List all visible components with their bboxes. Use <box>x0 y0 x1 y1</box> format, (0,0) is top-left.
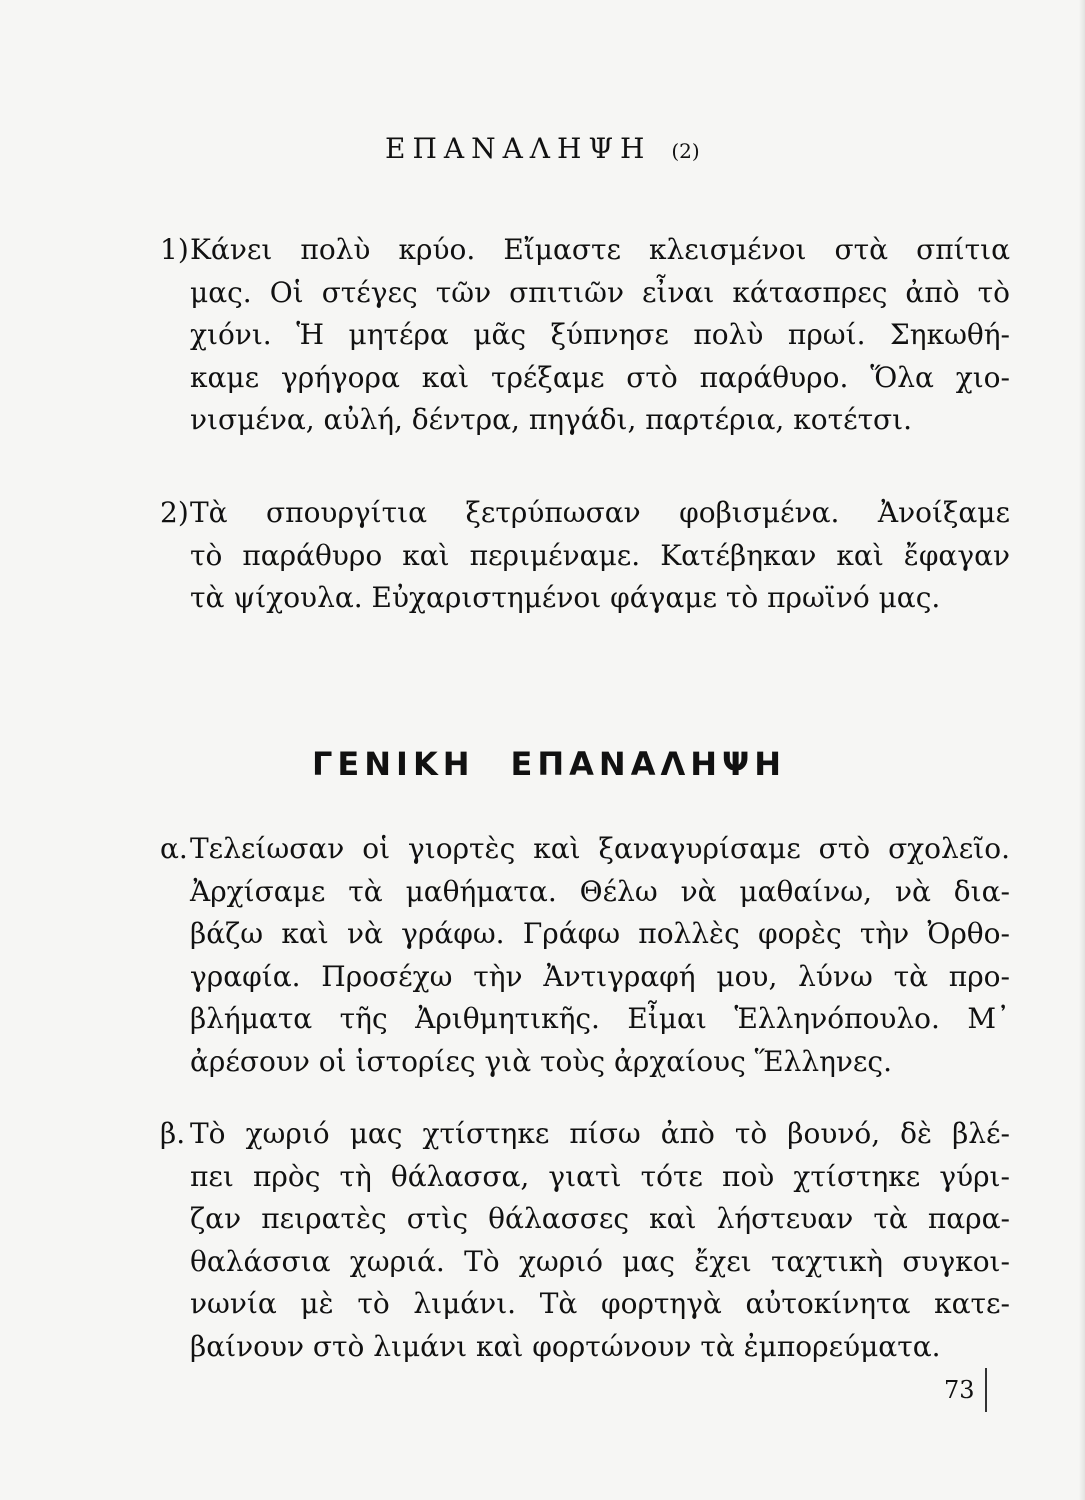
exercise-item-2 <box>160 492 1010 620</box>
item-marker: β. <box>160 1117 186 1150</box>
section-title-number: (2) <box>671 139 700 163</box>
text-line: βαίνουν στὸ λιμάνι καὶ φορτώνουν τὰ ἐμπορεύματα. <box>190 1329 941 1363</box>
text-line: ἀρέσουν οἱ ἱστορίες γιὰ τοὺς ἀρχαίους Ἕλληνες. <box>190 1044 892 1078</box>
text-line: τὸ παράθυρο καὶ περιμέναμε. Κατέβηκαν καὶ ἔφαγαν <box>190 538 1010 572</box>
text-line: βλήματα τῆς Ἀριθμητικῆς. Εἶμαι Ἑλληνόπουλο. Μ᾿ <box>190 1002 1010 1035</box>
general-review-title <box>312 745 786 783</box>
text-line: βάζω καὶ νὰ γράφω. Γράφω πολλὲς φορὲς τὴν Ὀρθο- <box>190 917 1010 950</box>
text-line: νωνία μὲ τὸ λιμάνι. Τὰ φορτηγὰ αὐτοκίνητα κατε- <box>190 1287 1010 1320</box>
item-marker: α. <box>160 832 188 865</box>
general-title-word-1: ΓΕΝΙΚΗ <box>312 745 475 783</box>
text-line: θαλάσσια χωριά. Τὸ χωριό μας ἔχει ταχτικὴ συγκοι- <box>190 1244 1010 1278</box>
item-marker: 2) <box>160 496 189 529</box>
item-text <box>190 828 1010 1083</box>
text-line: ζαν πειρατὲς στὶς θάλασσες καὶ λήστευαν τὰ παρα- <box>190 1202 1010 1235</box>
text-line: Τὰ σπουργίτια ξετρύπωσαν φοβισμένα. Ἀνοίξαμε <box>190 496 1010 529</box>
text-line: Τελείωσαν οἱ γιορτὲς καὶ ξαναγυρίσαμε στὸ σχολεῖο. <box>190 832 1010 865</box>
general-item-a <box>160 828 1010 1083</box>
general-title-word-2: ΕΠΑΝΑΛΗΨΗ <box>510 745 786 783</box>
text-line: Κάνει πολὺ κρύο. Εἴμαστε κλεισμένοι στὰ σπίτια <box>190 233 1010 266</box>
general-item-b <box>160 1113 1010 1368</box>
section-title-text: ΕΠΑΝΑΛΗΨΗ <box>385 132 652 165</box>
item-text <box>190 1113 1010 1368</box>
section-title <box>385 132 700 165</box>
page-edge-mark <box>985 1368 987 1412</box>
text-line: νισμένα, αὐλή, δέντρα, πηγάδι, παρτέρια, κοτέτσι. <box>190 403 913 436</box>
text-line: γραφία. Προσέχω τὴν Ἀντιγραφή μου, λύνω τὰ προ- <box>190 959 1010 993</box>
text-line: μας. Οἱ στέγες τῶν σπιτιῶν εἶναι κάτασπρες ἀπὸ τὸ <box>190 275 1010 309</box>
exercise-item-1 <box>160 229 1010 442</box>
text-line: πει πρὸς τὴ θάλασσα, γιατὶ τότε ποὺ χτίστηκε γύρι- <box>190 1159 1010 1193</box>
text-line: χιόνι. Ἡ μητέρα μᾶς ξύπνησε πολὺ πρωί. Σηκωθή- <box>190 318 1010 351</box>
text-line: καμε γρήγορα καὶ τρέξαμε στὸ παράθυρο. Ὅλα χιο- <box>190 360 1010 394</box>
page-number: 73 <box>944 1376 975 1404</box>
text-line: Ἀρχίσαμε τὰ μαθήματα. Θέλω νὰ μαθαίνω, νὰ δια- <box>190 874 1010 908</box>
page-edge-shade <box>1079 0 1085 1500</box>
text-line: Τὸ χωριό μας χτίστηκε πίσω ἀπὸ τὸ βουνό, δὲ βλέ- <box>190 1117 1010 1150</box>
item-text <box>190 229 1010 442</box>
item-text <box>190 492 1010 620</box>
item-marker: 1) <box>160 233 189 266</box>
text-line: τὰ ψίχουλα. Εὐχαριστημένοι φάγαμε τὸ πρωϊνό μας. <box>190 581 941 614</box>
